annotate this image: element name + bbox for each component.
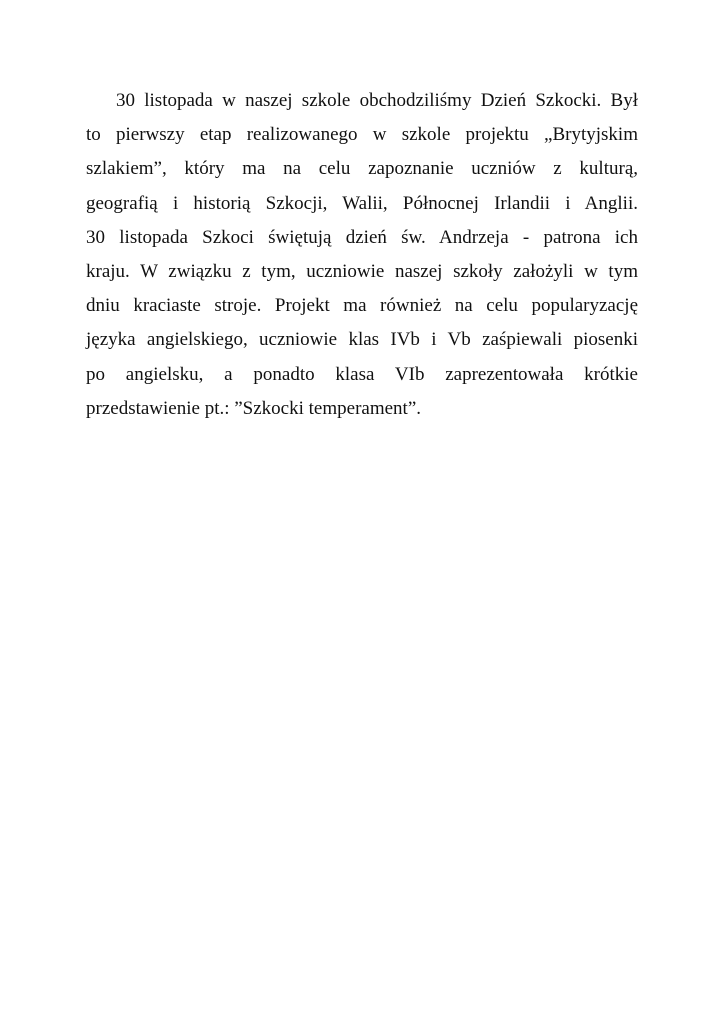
paragraph-line: 30 listopada w naszej szkole obchodziliśmy Dzień Szkocki. Był	[116, 90, 638, 111]
article-paragraph	[86, 84, 638, 426]
paragraph-line: to pierwszy etap realizowanego w szkole projektu „Brytyjskim	[86, 124, 638, 146]
paragraph-line: przedstawienie pt.: ”Szkocki temperament”.	[86, 397, 422, 419]
paragraph-line: szlakiem”, który ma na celu zapoznanie uczniów z kulturą,	[86, 158, 638, 180]
paragraph-line: języka angielskiego, uczniowie klas IVb i Vb zaśpiewali piosenki	[86, 329, 638, 351]
paragraph-line: 30 listopada Szkoci świętują dzień św. Andrzeja - patrona ich	[86, 226, 638, 248]
paragraph-line: po angielsku, a ponadto klasa VIb zaprezentowała krótkie	[86, 363, 638, 385]
paragraph-line: dniu kraciaste stroje. Projekt ma również na celu popularyzację	[86, 295, 638, 317]
paragraph-line: kraju. W związku z tym, uczniowie naszej szkoły założyli w tym	[86, 260, 638, 282]
paragraph-line: geografią i historią Szkocji, Walii, Północnej Irlandii i Anglii.	[86, 192, 638, 214]
